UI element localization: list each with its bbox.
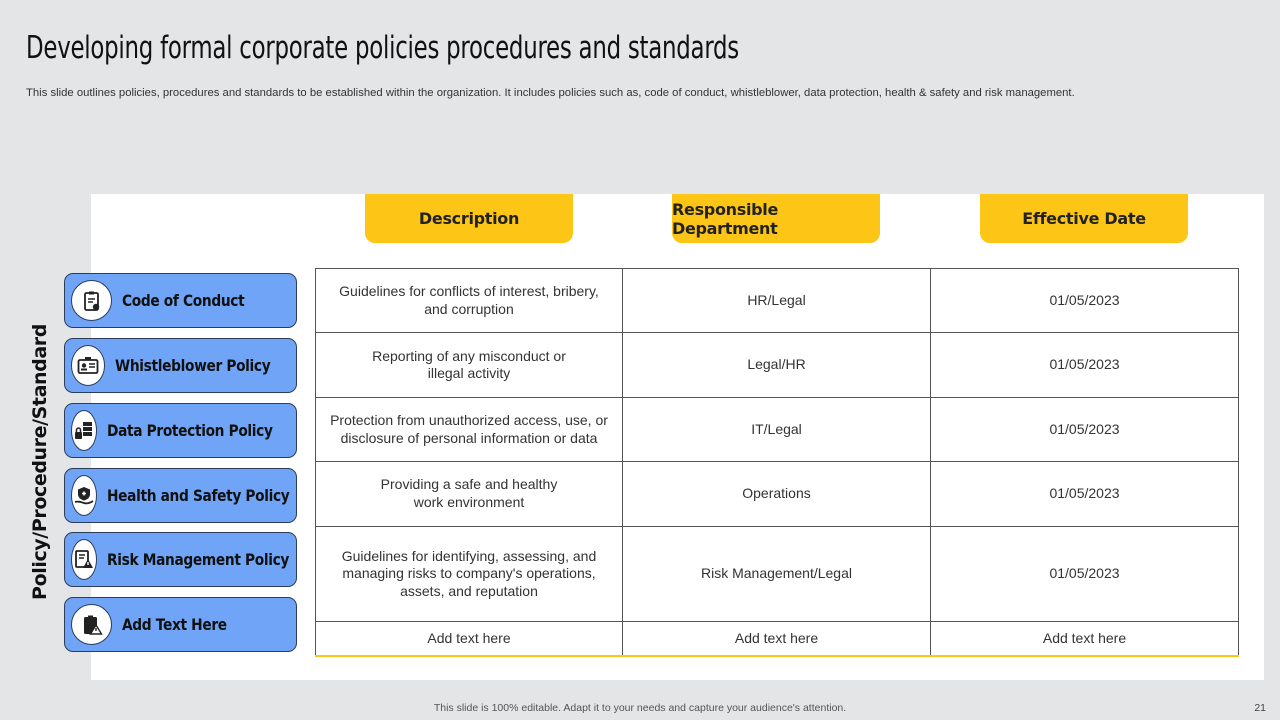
table-row — [316, 333, 1239, 397]
description-cell: Guidelines for identifying, assessing, and managing risks to company's operations, assets, and reputation — [316, 526, 623, 622]
table-row — [316, 622, 1239, 656]
policy-label: Health and Safety Policy — [107, 486, 290, 505]
hand-shield-icon — [71, 475, 97, 516]
policy-item-whistleblower — [64, 338, 297, 393]
department-cell: IT/Legal — [623, 397, 931, 461]
slide-footer: This slide is 100% editable. Adapt it to your needs and capture your audience's attention. — [433, 702, 847, 714]
policy-label: Risk Management Policy — [107, 550, 290, 569]
slide-title: Developing formal corporate policies procedures and standards — [26, 30, 739, 66]
policy-item-risk-management — [64, 532, 297, 587]
date-cell: 01/05/2023 — [931, 397, 1239, 461]
policy-label: Data Protection Policy — [107, 421, 273, 440]
description-cell: Reporting of any misconduct or illegal activity — [316, 333, 623, 397]
description-cell: Guidelines for conflicts of interest, bribery, and corruption — [316, 269, 623, 333]
date-cell: 01/05/2023 — [931, 526, 1239, 622]
date-cell: 01/05/2023 — [931, 462, 1239, 526]
policy-label: Whistleblower Policy — [115, 356, 271, 375]
description-cell: Providing a safe and healthy work environment — [316, 462, 623, 526]
page-number: 21 — [1254, 702, 1266, 714]
table-row — [316, 269, 1239, 333]
policy-table — [315, 268, 1239, 657]
policy-item-code-of-conduct — [64, 273, 297, 328]
department-cell: Risk Management/Legal — [623, 526, 931, 622]
document-warning-icon — [71, 539, 97, 580]
table-row — [316, 397, 1239, 461]
table-row — [316, 526, 1239, 622]
policy-item-data-protection — [64, 403, 297, 458]
policy-item-add-text — [64, 597, 297, 652]
policy-label: Add Text Here — [122, 615, 227, 634]
column-header-description: Description — [365, 194, 573, 243]
department-cell: Legal/HR — [623, 333, 931, 397]
department-cell: Add text here — [623, 622, 931, 656]
slide-subtitle: This slide outlines policies, procedures and standards to be established within the organization. It includes policies such as, code of conduct, whistleblower, data protection, health & safety and risk management. — [26, 87, 1075, 99]
department-cell: Operations — [623, 462, 931, 526]
department-cell: HR/Legal — [623, 269, 931, 333]
description-cell: Protection from unauthorized access, use, or disclosure of personal information or data — [316, 397, 623, 461]
description-cell: Add text here — [316, 622, 623, 656]
clipboard-warning-icon — [71, 604, 112, 645]
vertical-axis-label: Policy/Procedure/Standard — [29, 324, 51, 600]
table-row — [316, 462, 1239, 526]
date-cell: 01/05/2023 — [931, 333, 1239, 397]
data-lock-icon — [71, 410, 97, 451]
clipboard-badge-icon — [71, 280, 112, 321]
id-card-icon — [71, 345, 105, 386]
policy-label: Code of Conduct — [122, 291, 245, 310]
date-cell: 01/05/2023 — [931, 269, 1239, 333]
date-cell: Add text here — [931, 622, 1239, 656]
policy-item-health-safety — [64, 468, 297, 523]
column-header-department: Responsible Department — [672, 194, 880, 243]
column-header-date: Effective Date — [980, 194, 1188, 243]
